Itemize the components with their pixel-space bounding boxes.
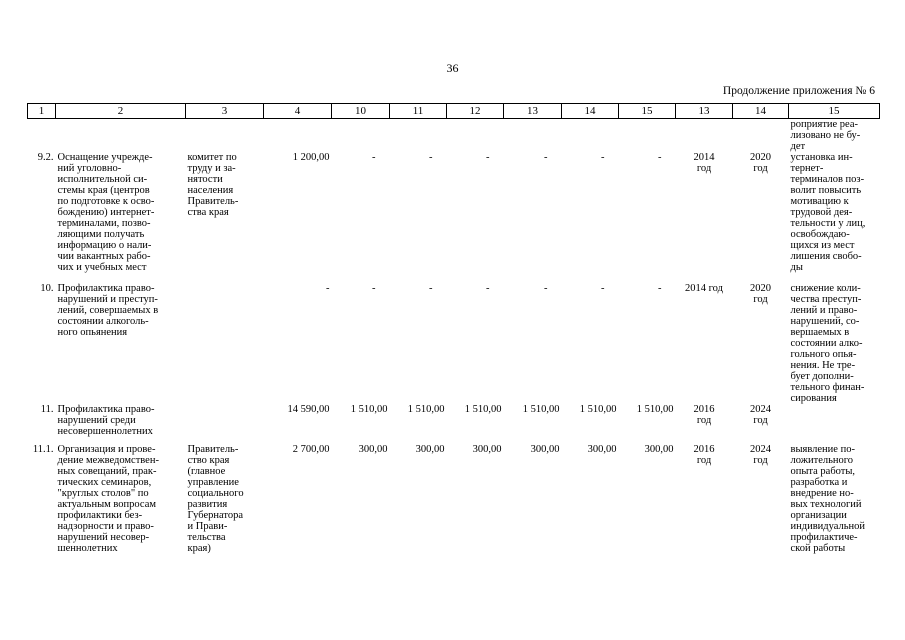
executor (186, 283, 264, 404)
expected-result: снижение коли- чества преступ- лений и право- нарушений, со- вершаемых в состоянии алко- гольного опья- нения. Не тре- бует дополни- тельного финан- сирования (790, 283, 865, 404)
table-row (28, 444, 880, 564)
table-row (28, 152, 880, 283)
total-amount: 2 700,00 (292, 444, 330, 455)
amount-cell: 300,00 (472, 444, 502, 455)
total-amount: - (326, 283, 330, 294)
header-cell: 1 (28, 104, 56, 119)
expected-result: выявление по- ложительного опыта работы, разработка и внедрение но- вых технологий организации индивидуальной профилактиче- ской работы (790, 444, 865, 554)
executor (186, 404, 264, 444)
amount-cell: - (658, 152, 662, 163)
header-cell: 2 (56, 104, 186, 119)
measure-name: Профилактика право- нарушений и преступ- лений, совершаемых в состоянии алкоголь- ного опьянения (57, 283, 159, 338)
amount-cell: - (429, 152, 433, 163)
header-row (28, 104, 880, 119)
measure-name: Профилактика право- нарушений среди несовершеннолетних (57, 404, 155, 437)
amount-cell: - (486, 283, 490, 294)
amount-cell: 1 510,00 (350, 404, 388, 415)
end-year: 2020 год (750, 152, 771, 174)
header-cell: 14 (562, 104, 619, 119)
start-year: 2014 год (693, 152, 715, 174)
header-cell: 13 (504, 104, 562, 119)
amount-cell: 1 510,00 (407, 404, 445, 415)
amount-cell: - (486, 152, 490, 163)
amount-cell: - (372, 152, 376, 163)
amount-cell: - (429, 283, 433, 294)
continuation-label: Продолжение приложения № 6 (722, 85, 875, 97)
row-number: 11. (40, 404, 54, 415)
start-year: 2014 год (685, 283, 723, 294)
table-row (28, 283, 880, 404)
table-row (28, 119, 880, 153)
start-year: 2016 год (693, 444, 715, 466)
expected-result (789, 404, 880, 444)
end-year: 2024 год (750, 444, 771, 466)
header-cell: 4 (264, 104, 332, 119)
total-amount: 1 200,00 (292, 152, 330, 163)
executor: комитет по труду и за- нятости населения Правитель- ства края (187, 152, 239, 218)
row-number: 10. (40, 283, 54, 294)
end-year: 2024 год (750, 404, 771, 426)
amount-cell: 300,00 (358, 444, 388, 455)
amount-cell: - (372, 283, 376, 294)
amount-cell: 1 510,00 (522, 404, 560, 415)
measure-name: Организация и прове- дение межведомствен- ных совещаний, прак- тических семинаров, "круглых столов" по актуальным вопросам профилактики без- надзорности и право- нарушений несовер- шеннолетних (57, 444, 159, 554)
header-cell: 15 (789, 104, 880, 119)
amount-cell: - (601, 283, 605, 294)
amount-cell: - (544, 283, 548, 294)
header-cell: 13 (676, 104, 733, 119)
amount-cell: 300,00 (530, 444, 560, 455)
measure-name: Оснащение учрежде- ний уголовно- исполнительной си- стемы края (центров по подготовке к осво- бождению) интернет- терминалами, позво- ляющими получать информацию о нали- чии вакантных рабо- чих и учебных мест (57, 152, 155, 273)
header-cell: 14 (733, 104, 789, 119)
start-year: 2016 год (693, 404, 715, 426)
total-amount: 14 590,00 (287, 404, 330, 415)
page-number: 36 (446, 61, 459, 75)
amount-cell: 300,00 (644, 444, 674, 455)
amount-cell: - (601, 152, 605, 163)
header-cell: 10 (332, 104, 390, 119)
expected-result: установка ин- тернет- терминалов поз- волит повысить мотивацию к трудовой дея- тельности у лиц, освобождаю- щихся из мест лишения свобо- ды (790, 152, 866, 273)
header-cell: 3 (186, 104, 264, 119)
row-number: 9.2. (37, 152, 54, 163)
header-cell: 12 (447, 104, 504, 119)
amount-cell: 1 510,00 (464, 404, 502, 415)
amount-cell: 1 510,00 (636, 404, 674, 415)
header-cell: 11 (390, 104, 447, 119)
top-fragment: роприятие реа- лизовано не бу- дет (790, 119, 861, 152)
amount-cell: - (544, 152, 548, 163)
program-table (27, 103, 880, 564)
amount-cell: 300,00 (415, 444, 445, 455)
end-year: 2020 год (750, 283, 771, 305)
amount-cell: 1 510,00 (579, 404, 617, 415)
header-cell: 15 (619, 104, 676, 119)
amount-cell: - (658, 283, 662, 294)
table-row (28, 404, 880, 444)
executor: Правитель- ство края (главное управление социального развития Губернатора и Прави- тельства края) (187, 444, 244, 554)
row-number: 11.1. (32, 444, 54, 455)
amount-cell: 300,00 (587, 444, 617, 455)
